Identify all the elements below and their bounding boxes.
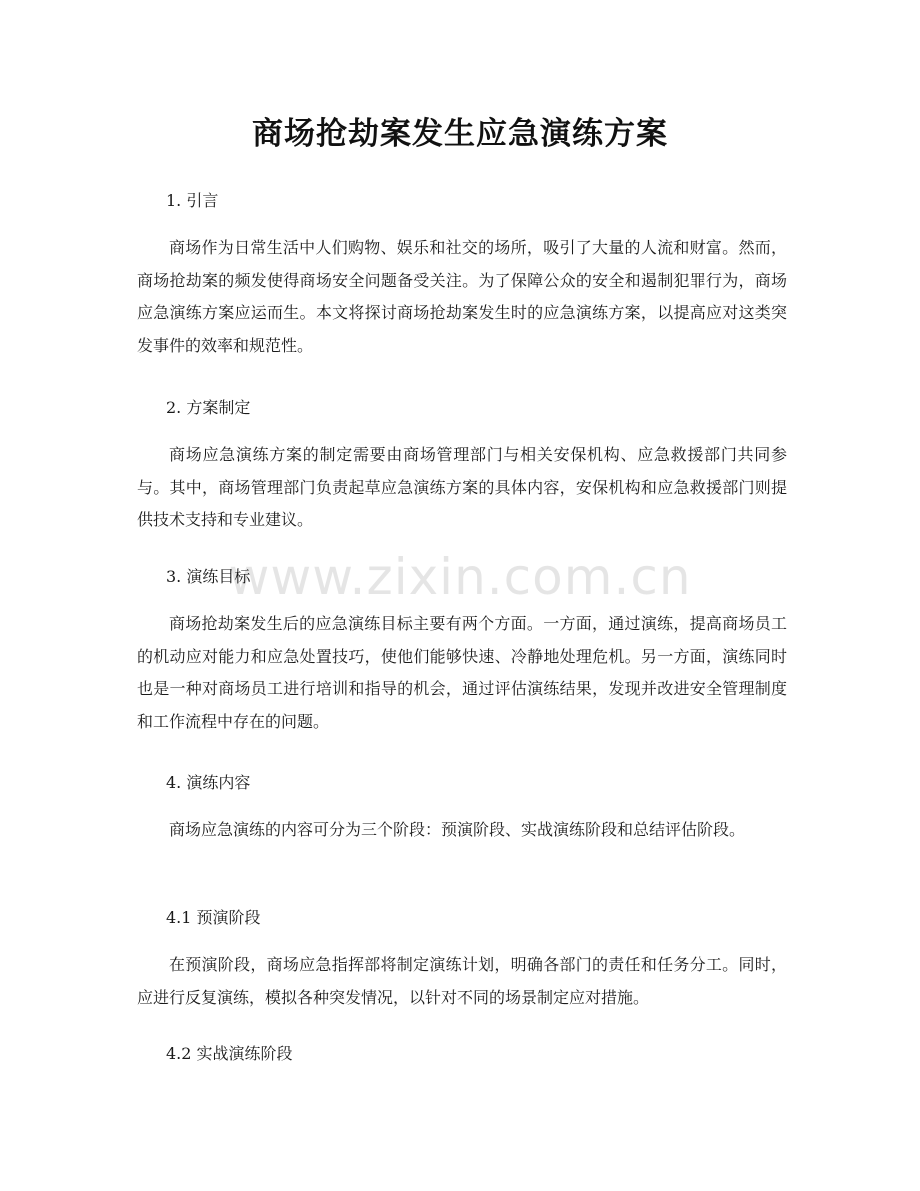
section-heading-rehearsal: 4.1 预演阶段 — [166, 908, 261, 927]
section-paragraph-intro: 商场作为日常生活中人们购物、娱乐和社交的场所，吸引了大量的人流和财富。然而，商场抢劫案的频发使得商场安全问题备受关注。为了保障公众的安全和遏制犯罪行为，商场应急演练方案应运而生。本文将探讨商场抢劫案发生时的应急演练方案，以提高应对这类突发事件的效率和规范性。 — [137, 238, 787, 355]
section-heading-plan: 2. 方案制定 — [166, 398, 251, 417]
document-title: 商场抢劫案发生应急演练方案 — [252, 116, 668, 152]
watermark: www.zixin.com.cn — [228, 548, 692, 606]
section-paragraph-content: 商场应急演练的内容可分为三个阶段：预演阶段、实战演练阶段和总结评估阶段。 — [169, 820, 746, 839]
section-heading-content: 4. 演练内容 — [166, 773, 251, 792]
section-heading-goals: 3. 演练目标 — [166, 567, 251, 586]
section-heading-intro: 1. 引言 — [166, 191, 219, 210]
section-paragraph-plan: 商场应急演练方案的制定需要由商场管理部门与相关安保机构、应急救援部门共同参与。其中，商场管理部门负责起草应急演练方案的具体内容，安保机构和应急救援部门则提供技术支持和专业建议。 — [137, 445, 787, 530]
section-paragraph-rehearsal: 在预演阶段，商场应急指挥部将制定演练计划，明确各部门的责任和任务分工。同时，应进行反复演练，模拟各种突发情况，以针对不同的场景制定应对措施。 — [137, 955, 787, 1007]
section-paragraph-goals: 商场抢劫案发生后的应急演练目标主要有两个方面。一方面，通过演练，提高商场员工的机动应对能力和应急处置技巧，使他们能够快速、冷静地处理危机。另一方面，演练同时也是一种对商场员工进行培训和指导的机会，通过评估演练结果，发现并改进安全管理制度和工作流程中存在的问题。 — [137, 614, 787, 731]
section-heading-live-drill: 4.2 实战演练阶段 — [166, 1044, 293, 1063]
